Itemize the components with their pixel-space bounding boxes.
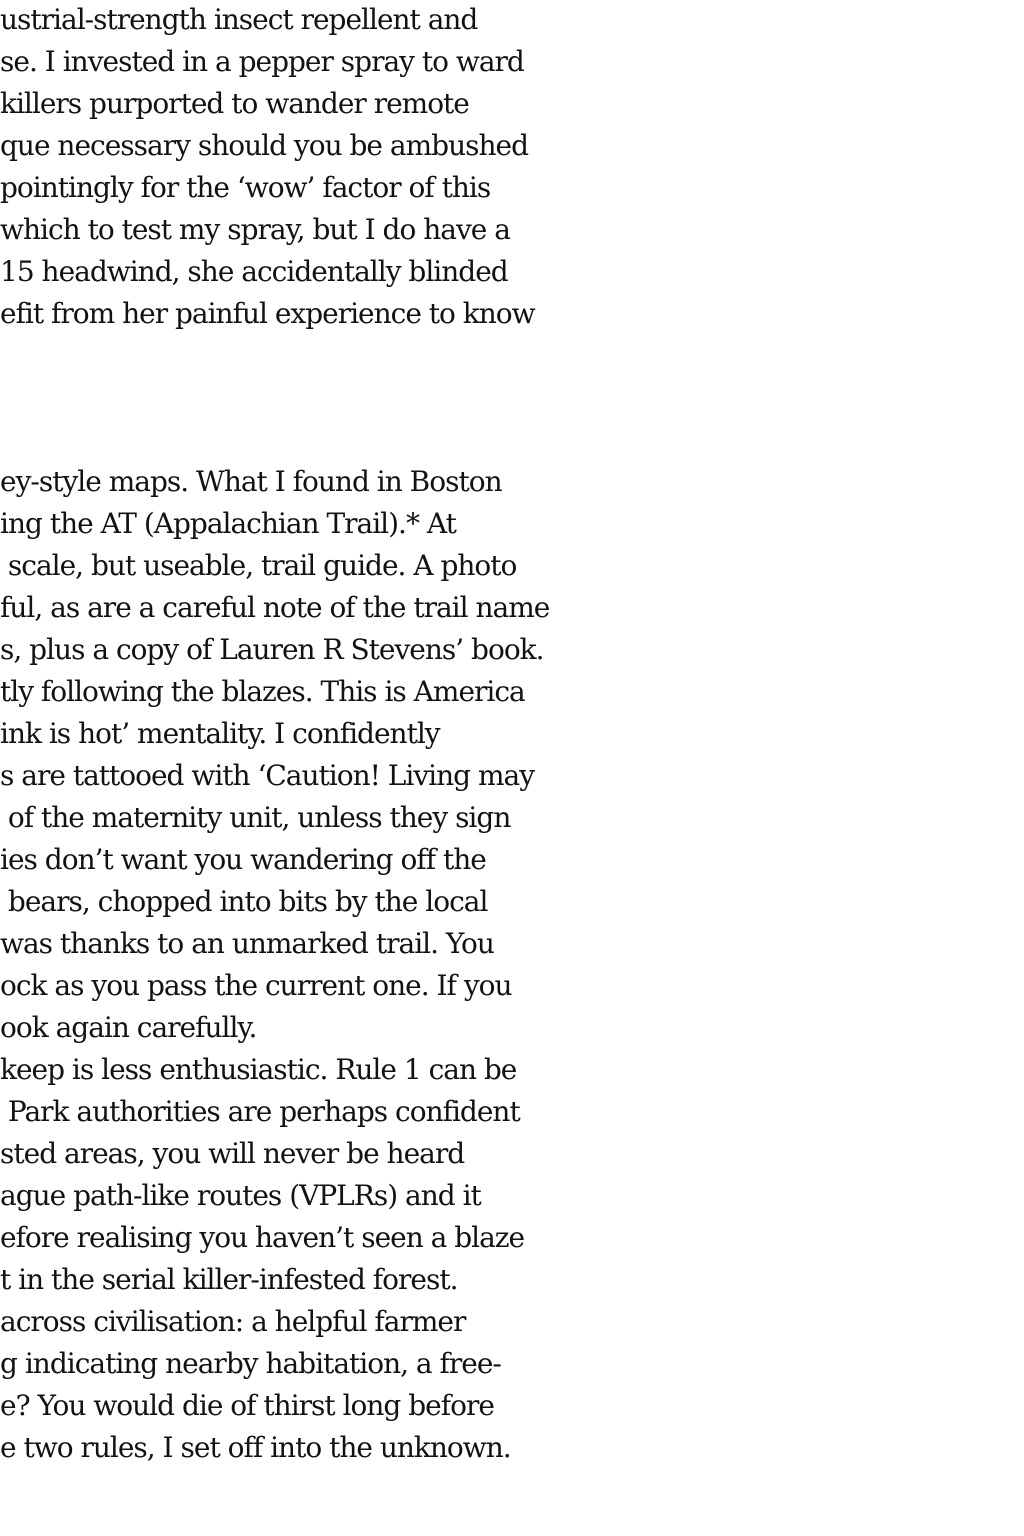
text-line: que necessary should you be ambushed (0, 129, 528, 162)
text-line: keep is less enthusiastic. Rule 1 can be (0, 1053, 517, 1086)
text-line: s are tattooed with ‘Caution! Living may (0, 759, 535, 792)
text-line: se. I invested in a pepper spray to ward (0, 45, 524, 78)
text-line: of the maternity unit, unless they sign (0, 801, 511, 834)
text-line: which to test my spray, but I do have a (0, 213, 510, 246)
text-line: Park authorities are perhaps confident (0, 1095, 520, 1128)
text-line: ustrial-strength insect repellent and (0, 3, 478, 36)
text-line: efit from her painful experience to know (0, 297, 535, 330)
text-line: g indicating nearby habitation, a free- (0, 1347, 501, 1380)
text-line: ey-style maps. What I found in Boston (0, 465, 502, 498)
text-line: killers purported to wander remote (0, 87, 469, 120)
text-line: pointingly for the ‘wow’ factor of this (0, 171, 491, 204)
text-line: ink is hot’ mentality. I confidently (0, 717, 440, 750)
text-line: tly following the blazes. This is America (0, 675, 525, 708)
text-line: e two rules, I set off into the unknown. (0, 1431, 511, 1464)
text-line: s, plus a copy of Lauren R Stevens’ book. (0, 633, 544, 666)
text-line: ful, as are a careful note of the trail name (0, 591, 550, 624)
text-line: efore realising you haven’t seen a blaze (0, 1221, 525, 1254)
text-line: across civilisation: a helpful farmer (0, 1305, 466, 1338)
text-line: 15 headwind, she accidentally blinded (0, 255, 508, 288)
text-line: ing the AT (Appalachian Trail).* At (0, 507, 456, 540)
text-line: ague path-like routes (VPLRs) and it (0, 1179, 481, 1212)
text-line: sted areas, you will never be heard (0, 1137, 465, 1170)
text-line: ook again carefully. (0, 1011, 257, 1044)
text-line: was thanks to an unmarked trail. You (0, 927, 494, 960)
text-line: e? You would die of thirst long before (0, 1389, 494, 1422)
paragraph-insect-repellent (0, 0, 600, 335)
text-line: scale, but useable, trail guide. A photo (0, 549, 517, 582)
text-line: bears, chopped into bits by the local (0, 885, 488, 918)
paragraph-trail-maps (0, 461, 600, 1469)
text-line: t in the serial killer-infested forest. (0, 1263, 458, 1296)
text-line: ies don’t want you wandering off the (0, 843, 486, 876)
text-line: ock as you pass the current one. If you (0, 969, 512, 1002)
